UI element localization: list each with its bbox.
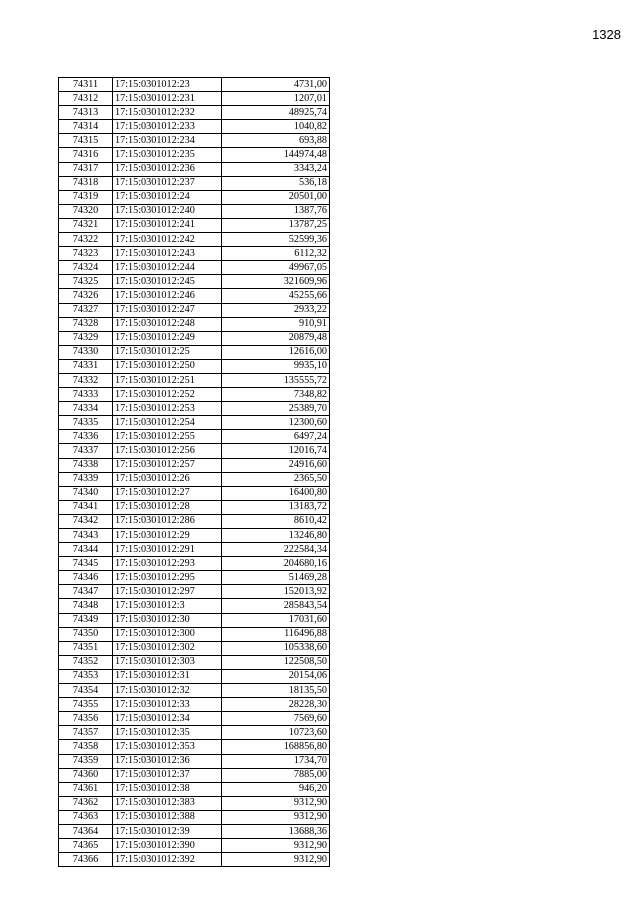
cadastral-number-cell: 17:15:0301012:302 xyxy=(113,641,222,655)
value-cell: 49967,05 xyxy=(222,261,330,275)
row-number-cell: 74351 xyxy=(59,641,113,655)
row-number-cell: 74358 xyxy=(59,740,113,754)
value-cell: 116496,88 xyxy=(222,627,330,641)
table-row xyxy=(59,669,330,683)
table-body xyxy=(59,78,330,867)
table-row xyxy=(59,754,330,768)
cadastral-number-cell: 17:15:0301012:244 xyxy=(113,261,222,275)
row-number-cell: 74352 xyxy=(59,655,113,669)
table-row xyxy=(59,190,330,204)
value-cell: 9312,90 xyxy=(222,796,330,810)
table-row xyxy=(59,839,330,853)
row-number-cell: 74366 xyxy=(59,853,113,867)
table-row xyxy=(59,782,330,796)
table-row xyxy=(59,289,330,303)
value-cell: 13787,25 xyxy=(222,218,330,232)
row-number-cell: 74343 xyxy=(59,529,113,543)
row-number-cell: 74336 xyxy=(59,430,113,444)
value-cell: 9935,10 xyxy=(222,359,330,373)
value-cell: 1040,82 xyxy=(222,120,330,134)
value-cell: 204680,16 xyxy=(222,557,330,571)
table-row xyxy=(59,106,330,120)
cadastral-number-cell: 17:15:0301012:36 xyxy=(113,754,222,768)
table-row xyxy=(59,627,330,641)
cadastral-number-cell: 17:15:0301012:286 xyxy=(113,514,222,528)
table-row xyxy=(59,233,330,247)
value-cell: 10723,60 xyxy=(222,726,330,740)
value-cell: 910,91 xyxy=(222,317,330,331)
row-number-cell: 74348 xyxy=(59,599,113,613)
cadastral-number-cell: 17:15:0301012:237 xyxy=(113,176,222,190)
cadastral-number-cell: 17:15:0301012:248 xyxy=(113,317,222,331)
value-cell: 7885,00 xyxy=(222,768,330,782)
table-row xyxy=(59,543,330,557)
table-row xyxy=(59,148,330,162)
cadastral-number-cell: 17:15:0301012:257 xyxy=(113,458,222,472)
value-cell: 4731,00 xyxy=(222,78,330,92)
row-number-cell: 74338 xyxy=(59,458,113,472)
row-number-cell: 74321 xyxy=(59,218,113,232)
value-cell: 20501,00 xyxy=(222,190,330,204)
cadastral-number-cell: 17:15:0301012:37 xyxy=(113,768,222,782)
table-row xyxy=(59,599,330,613)
table-row xyxy=(59,416,330,430)
table-row xyxy=(59,134,330,148)
cadastral-number-cell: 17:15:0301012:3 xyxy=(113,599,222,613)
value-cell: 1207,01 xyxy=(222,92,330,106)
cadastral-number-cell: 17:15:0301012:255 xyxy=(113,430,222,444)
cadastral-number-cell: 17:15:0301012:29 xyxy=(113,529,222,543)
row-number-cell: 74341 xyxy=(59,500,113,514)
row-number-cell: 74344 xyxy=(59,543,113,557)
value-cell: 48925,74 xyxy=(222,106,330,120)
value-cell: 9312,90 xyxy=(222,853,330,867)
table-row xyxy=(59,331,330,345)
cadastral-number-cell: 17:15:0301012:242 xyxy=(113,233,222,247)
cadastral-number-cell: 17:15:0301012:247 xyxy=(113,303,222,317)
cadastral-number-cell: 17:15:0301012:297 xyxy=(113,585,222,599)
value-cell: 52599,36 xyxy=(222,233,330,247)
value-cell: 6497,24 xyxy=(222,430,330,444)
value-cell: 2365,50 xyxy=(222,472,330,486)
value-cell: 3343,24 xyxy=(222,162,330,176)
row-number-cell: 74355 xyxy=(59,698,113,712)
row-number-cell: 74322 xyxy=(59,233,113,247)
row-number-cell: 74323 xyxy=(59,247,113,261)
value-cell: 122508,50 xyxy=(222,655,330,669)
value-cell: 16400,80 xyxy=(222,486,330,500)
row-number-cell: 74320 xyxy=(59,204,113,218)
table-row xyxy=(59,585,330,599)
cadastral-number-cell: 17:15:0301012:24 xyxy=(113,190,222,204)
page-number: 1328 xyxy=(592,27,621,42)
row-number-cell: 74314 xyxy=(59,120,113,134)
value-cell: 7348,82 xyxy=(222,388,330,402)
row-number-cell: 74332 xyxy=(59,373,113,387)
value-cell: 51469,28 xyxy=(222,571,330,585)
value-cell: 12300,60 xyxy=(222,416,330,430)
row-number-cell: 74334 xyxy=(59,402,113,416)
row-number-cell: 74325 xyxy=(59,275,113,289)
cadastral-number-cell: 17:15:0301012:30 xyxy=(113,613,222,627)
table-row xyxy=(59,571,330,585)
cadastral-number-cell: 17:15:0301012:252 xyxy=(113,388,222,402)
value-cell: 24916,60 xyxy=(222,458,330,472)
table-row xyxy=(59,824,330,838)
row-number-cell: 74333 xyxy=(59,388,113,402)
table-row xyxy=(59,514,330,528)
row-number-cell: 74360 xyxy=(59,768,113,782)
row-number-cell: 74318 xyxy=(59,176,113,190)
table-row xyxy=(59,613,330,627)
value-cell: 144974,48 xyxy=(222,148,330,162)
cadastral-number-cell: 17:15:0301012:233 xyxy=(113,120,222,134)
row-number-cell: 74328 xyxy=(59,317,113,331)
row-number-cell: 74357 xyxy=(59,726,113,740)
value-cell: 9312,90 xyxy=(222,810,330,824)
value-cell: 105338,60 xyxy=(222,641,330,655)
row-number-cell: 74312 xyxy=(59,92,113,106)
table-row xyxy=(59,740,330,754)
row-number-cell: 74315 xyxy=(59,134,113,148)
row-number-cell: 74363 xyxy=(59,810,113,824)
cadastral-number-cell: 17:15:0301012:251 xyxy=(113,373,222,387)
table-row xyxy=(59,176,330,190)
row-number-cell: 74329 xyxy=(59,331,113,345)
cadastral-number-cell: 17:15:0301012:383 xyxy=(113,796,222,810)
table-row xyxy=(59,92,330,106)
table-row xyxy=(59,373,330,387)
cadastral-number-cell: 17:15:0301012:388 xyxy=(113,810,222,824)
cadastral-number-cell: 17:15:0301012:241 xyxy=(113,218,222,232)
cadastral-number-cell: 17:15:0301012:38 xyxy=(113,782,222,796)
table-row xyxy=(59,529,330,543)
table-row xyxy=(59,698,330,712)
cadastral-number-cell: 17:15:0301012:34 xyxy=(113,712,222,726)
value-cell: 20154,06 xyxy=(222,669,330,683)
value-cell: 45255,66 xyxy=(222,289,330,303)
value-cell: 13688,36 xyxy=(222,824,330,838)
row-number-cell: 74361 xyxy=(59,782,113,796)
row-number-cell: 74365 xyxy=(59,839,113,853)
cadastral-number-cell: 17:15:0301012:236 xyxy=(113,162,222,176)
row-number-cell: 74326 xyxy=(59,289,113,303)
cadastral-number-cell: 17:15:0301012:35 xyxy=(113,726,222,740)
table-row xyxy=(59,120,330,134)
value-cell: 168856,80 xyxy=(222,740,330,754)
row-number-cell: 74331 xyxy=(59,359,113,373)
row-number-cell: 74339 xyxy=(59,472,113,486)
cadastral-number-cell: 17:15:0301012:254 xyxy=(113,416,222,430)
row-number-cell: 74347 xyxy=(59,585,113,599)
value-cell: 18135,50 xyxy=(222,684,330,698)
row-number-cell: 74330 xyxy=(59,345,113,359)
row-number-cell: 74313 xyxy=(59,106,113,120)
row-number-cell: 74345 xyxy=(59,557,113,571)
cadastral-number-cell: 17:15:0301012:234 xyxy=(113,134,222,148)
value-cell: 135555,72 xyxy=(222,373,330,387)
row-number-cell: 74316 xyxy=(59,148,113,162)
cadastral-number-cell: 17:15:0301012:23 xyxy=(113,78,222,92)
value-cell: 12016,74 xyxy=(222,444,330,458)
table-row xyxy=(59,78,330,92)
row-number-cell: 74337 xyxy=(59,444,113,458)
cadastral-number-cell: 17:15:0301012:246 xyxy=(113,289,222,303)
table-row xyxy=(59,486,330,500)
cadastral-number-cell: 17:15:0301012:28 xyxy=(113,500,222,514)
table-row xyxy=(59,684,330,698)
cadastral-number-cell: 17:15:0301012:26 xyxy=(113,472,222,486)
table-row xyxy=(59,247,330,261)
table-row xyxy=(59,641,330,655)
row-number-cell: 74349 xyxy=(59,613,113,627)
cadastral-number-cell: 17:15:0301012:256 xyxy=(113,444,222,458)
table-row xyxy=(59,402,330,416)
cadastral-number-cell: 17:15:0301012:249 xyxy=(113,331,222,345)
cadastral-number-cell: 17:15:0301012:353 xyxy=(113,740,222,754)
value-cell: 321609,96 xyxy=(222,275,330,289)
value-cell: 25389,70 xyxy=(222,402,330,416)
cadastral-number-cell: 17:15:0301012:392 xyxy=(113,853,222,867)
table-row xyxy=(59,458,330,472)
value-cell: 1734,70 xyxy=(222,754,330,768)
value-cell: 17031,60 xyxy=(222,613,330,627)
row-number-cell: 74311 xyxy=(59,78,113,92)
table-row xyxy=(59,162,330,176)
table-row xyxy=(59,557,330,571)
value-cell: 693,88 xyxy=(222,134,330,148)
row-number-cell: 74324 xyxy=(59,261,113,275)
value-cell: 13246,80 xyxy=(222,529,330,543)
cadastral-number-cell: 17:15:0301012:303 xyxy=(113,655,222,669)
table-row xyxy=(59,768,330,782)
cadastral-number-cell: 17:15:0301012:253 xyxy=(113,402,222,416)
cadastral-number-cell: 17:15:0301012:27 xyxy=(113,486,222,500)
table-row xyxy=(59,853,330,867)
value-cell: 152013,92 xyxy=(222,585,330,599)
table-row xyxy=(59,655,330,669)
value-cell: 222584,34 xyxy=(222,543,330,557)
table-row xyxy=(59,430,330,444)
cadastral-number-cell: 17:15:0301012:32 xyxy=(113,684,222,698)
table-row xyxy=(59,359,330,373)
cadastral-number-cell: 17:15:0301012:31 xyxy=(113,669,222,683)
value-cell: 1387,76 xyxy=(222,204,330,218)
value-cell: 28228,30 xyxy=(222,698,330,712)
cadastral-number-cell: 17:15:0301012:235 xyxy=(113,148,222,162)
row-number-cell: 74342 xyxy=(59,514,113,528)
cadastral-number-cell: 17:15:0301012:231 xyxy=(113,92,222,106)
row-number-cell: 74359 xyxy=(59,754,113,768)
table-row xyxy=(59,303,330,317)
value-cell: 6112,32 xyxy=(222,247,330,261)
value-cell: 20879,48 xyxy=(222,331,330,345)
row-number-cell: 74317 xyxy=(59,162,113,176)
cadastral-value-table xyxy=(58,77,330,867)
cadastral-number-cell: 17:15:0301012:25 xyxy=(113,345,222,359)
table-row xyxy=(59,261,330,275)
value-cell: 536,18 xyxy=(222,176,330,190)
table-row xyxy=(59,317,330,331)
cadastral-number-cell: 17:15:0301012:33 xyxy=(113,698,222,712)
cadastral-number-cell: 17:15:0301012:245 xyxy=(113,275,222,289)
table-row xyxy=(59,796,330,810)
row-number-cell: 74340 xyxy=(59,486,113,500)
row-number-cell: 74346 xyxy=(59,571,113,585)
cadastral-number-cell: 17:15:0301012:250 xyxy=(113,359,222,373)
table-row xyxy=(59,345,330,359)
row-number-cell: 74350 xyxy=(59,627,113,641)
table-row xyxy=(59,500,330,514)
table-row xyxy=(59,726,330,740)
row-number-cell: 74364 xyxy=(59,824,113,838)
value-cell: 9312,90 xyxy=(222,839,330,853)
cadastral-number-cell: 17:15:0301012:390 xyxy=(113,839,222,853)
row-number-cell: 74327 xyxy=(59,303,113,317)
table-row xyxy=(59,472,330,486)
table-row xyxy=(59,388,330,402)
table-row xyxy=(59,810,330,824)
value-cell: 7569,60 xyxy=(222,712,330,726)
value-cell: 946,20 xyxy=(222,782,330,796)
value-cell: 12616,00 xyxy=(222,345,330,359)
row-number-cell: 74335 xyxy=(59,416,113,430)
cadastral-number-cell: 17:15:0301012:240 xyxy=(113,204,222,218)
value-cell: 285843,54 xyxy=(222,599,330,613)
cadastral-number-cell: 17:15:0301012:300 xyxy=(113,627,222,641)
cadastral-number-cell: 17:15:0301012:232 xyxy=(113,106,222,120)
row-number-cell: 74356 xyxy=(59,712,113,726)
table-row xyxy=(59,712,330,726)
cadastral-number-cell: 17:15:0301012:243 xyxy=(113,247,222,261)
table-row xyxy=(59,275,330,289)
cadastral-number-cell: 17:15:0301012:39 xyxy=(113,824,222,838)
table-row xyxy=(59,218,330,232)
row-number-cell: 74319 xyxy=(59,190,113,204)
value-cell: 8610,42 xyxy=(222,514,330,528)
cadastral-number-cell: 17:15:0301012:295 xyxy=(113,571,222,585)
row-number-cell: 74362 xyxy=(59,796,113,810)
value-cell: 2933,22 xyxy=(222,303,330,317)
cadastral-number-cell: 17:15:0301012:291 xyxy=(113,543,222,557)
row-number-cell: 74354 xyxy=(59,684,113,698)
table-row xyxy=(59,444,330,458)
value-cell: 13183,72 xyxy=(222,500,330,514)
cadastral-number-cell: 17:15:0301012:293 xyxy=(113,557,222,571)
table-row xyxy=(59,204,330,218)
row-number-cell: 74353 xyxy=(59,669,113,683)
